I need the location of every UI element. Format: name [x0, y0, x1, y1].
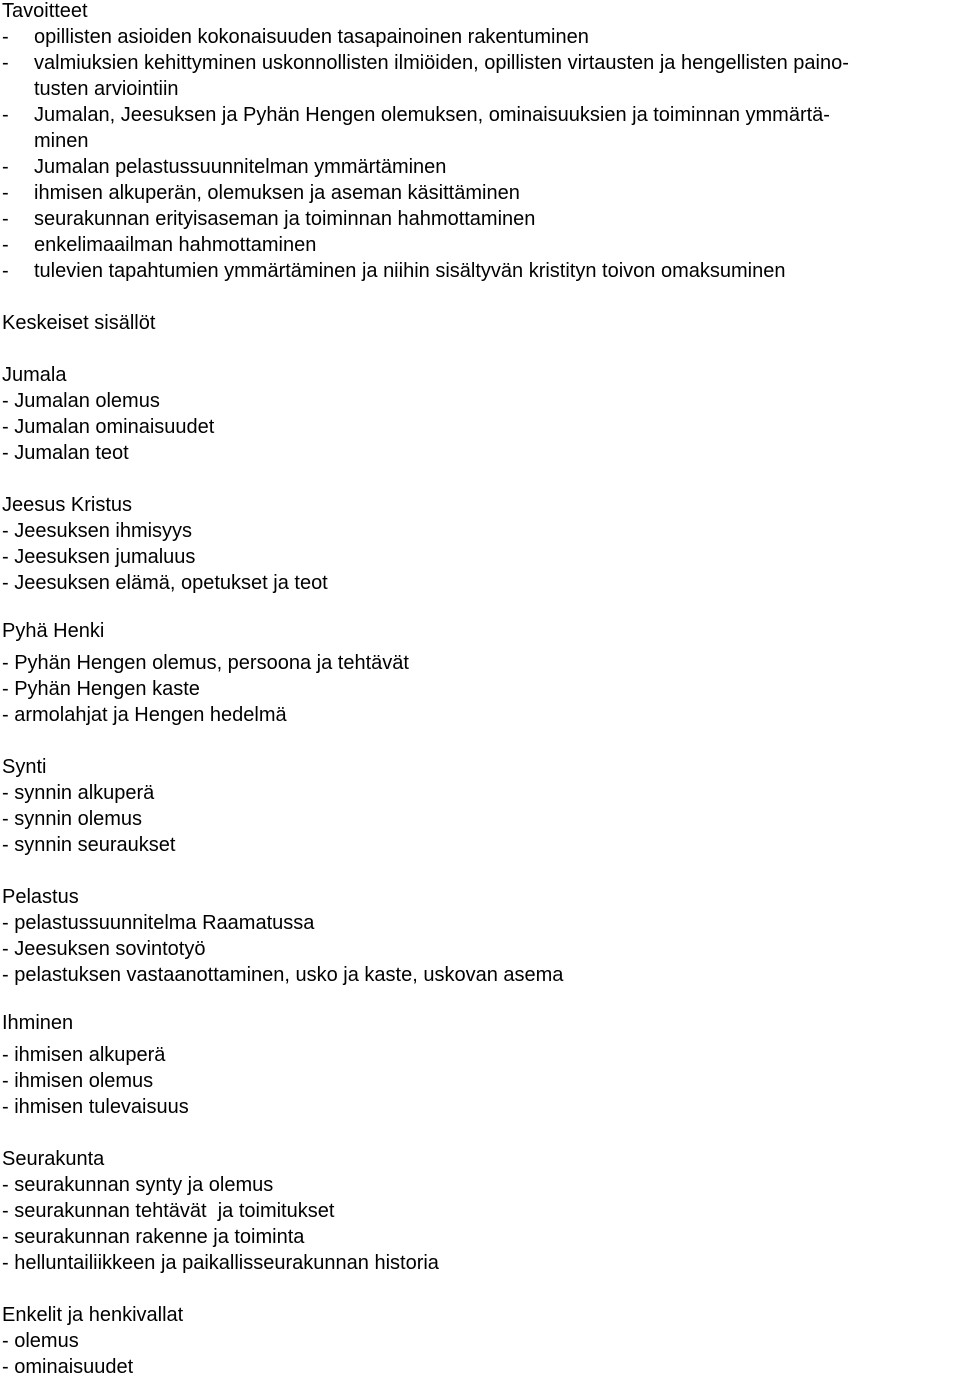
list-item: - seurakunnan synty ja olemus [2, 1174, 274, 1196]
topic-title: Seurakunta [2, 1148, 105, 1170]
topic-list [2, 650, 952, 728]
topic-synti [2, 754, 952, 858]
topic-title: Jeesus Kristus [2, 494, 133, 516]
topic-list [2, 1328, 952, 1380]
goal-item [2, 154, 952, 180]
list-dash: - [2, 52, 9, 74]
goal-text: valmiuksien kehittyminen uskonnollisten ilmiöiden, opillisten virtausten ja hengellisten paino- tusten arviointiin [34, 52, 849, 100]
list-item: - Jeesuksen sovintotyö [2, 938, 206, 960]
topic-seurakunta [2, 1146, 952, 1276]
list-dash: - [2, 26, 9, 48]
list-item: - seurakunnan rakenne ja toiminta [2, 1226, 305, 1248]
list-item: - synnin alkuperä [2, 782, 155, 804]
topic-title: Pelastus [2, 886, 79, 908]
goal-item [2, 232, 952, 258]
list-item: - synnin olemus [2, 808, 143, 830]
list-item: - pelastussuunnitelma Raamatussa [2, 912, 315, 934]
goals-list [2, 24, 952, 284]
list-item: - ihmisen olemus [2, 1070, 154, 1092]
list-item: - ihmisen tulevaisuus [2, 1096, 189, 1118]
goal-text: tulevien tapahtumien ymmärtäminen ja niihin sisältyvän kristityn toivon omaksuminen [34, 260, 786, 282]
list-dash: - [2, 104, 9, 126]
list-dash: - [2, 182, 9, 204]
topic-list [2, 780, 952, 858]
list-dash: - [2, 234, 9, 256]
list-item: - Pyhän Hengen olemus, persoona ja tehtävät [2, 652, 409, 674]
goal-text: enkelimaailman hahmottaminen [34, 234, 317, 256]
goal-text: opillisten asioiden kokonaisuuden tasapainoinen rakentuminen [34, 26, 589, 48]
topic-jumala [2, 362, 952, 466]
topic-pyha-henki [2, 618, 952, 728]
list-item: - pelastuksen vastaanottaminen, usko ja kaste, uskovan asema [2, 964, 564, 986]
topic-title: Synti [2, 756, 47, 778]
list-item: - Jeesuksen elämä, opetukset ja teot [2, 572, 328, 594]
topic-enkelit-ja-henkivallat [2, 1302, 952, 1380]
goal-item [2, 258, 952, 284]
list-item: - Jumalan teot [2, 442, 129, 464]
list-item: - Pyhän Hengen kaste [2, 678, 200, 700]
goal-item [2, 24, 952, 50]
topic-title: Enkelit ja henkivallat [2, 1304, 184, 1326]
topic-ihminen [2, 1010, 952, 1120]
topic-title: Jumala [2, 364, 67, 386]
topic-list [2, 388, 952, 466]
list-item: - ominaisuudet [2, 1356, 134, 1378]
list-item: - Jeesuksen jumaluus [2, 546, 196, 568]
topic-list [2, 518, 952, 596]
document-page [2, 0, 952, 1380]
list-dash: - [2, 156, 9, 178]
topic-pelastus [2, 884, 952, 988]
topic-list [2, 1042, 952, 1120]
goal-item [2, 180, 952, 206]
list-item: - Jumalan olemus [2, 390, 160, 412]
topic-jeesus-kristus [2, 492, 952, 596]
list-item: - Jumalan ominaisuudet [2, 416, 215, 438]
goal-text: seurakunnan erityisaseman ja toiminnan hahmottaminen [34, 208, 536, 230]
goal-text: ihmisen alkuperän, olemuksen ja aseman käsittäminen [34, 182, 520, 204]
goal-item [2, 102, 952, 154]
list-item: - seurakunnan tehtävät ja toimitukset [2, 1200, 335, 1222]
topic-title: Ihminen [2, 1012, 74, 1034]
list-item: - Jeesuksen ihmisyys [2, 520, 193, 542]
list-dash: - [2, 260, 9, 282]
list-item: - ihmisen alkuperä [2, 1044, 166, 1066]
list-item: - helluntailiikkeen ja paikallisseurakunnan historia [2, 1252, 439, 1274]
list-item: - armolahjat ja Hengen hedelmä [2, 704, 287, 726]
contents-heading: Keskeiset sisällöt [2, 312, 156, 334]
goal-item [2, 50, 952, 102]
goal-text: Jumalan pelastussuunnitelman ymmärtäminen [34, 156, 447, 178]
list-item: - synnin seuraukset [2, 834, 176, 856]
topic-list [2, 1172, 952, 1276]
goals-heading: Tavoitteet [2, 0, 88, 22]
topic-title: Pyhä Henki [2, 620, 105, 642]
topic-list [2, 910, 952, 988]
goal-text: Jumalan, Jeesuksen ja Pyhän Hengen olemuksen, ominaisuuksien ja toiminnan ymmärtä- minen [34, 104, 830, 152]
list-dash: - [2, 208, 9, 230]
list-item: - olemus [2, 1330, 79, 1352]
goal-item [2, 206, 952, 232]
